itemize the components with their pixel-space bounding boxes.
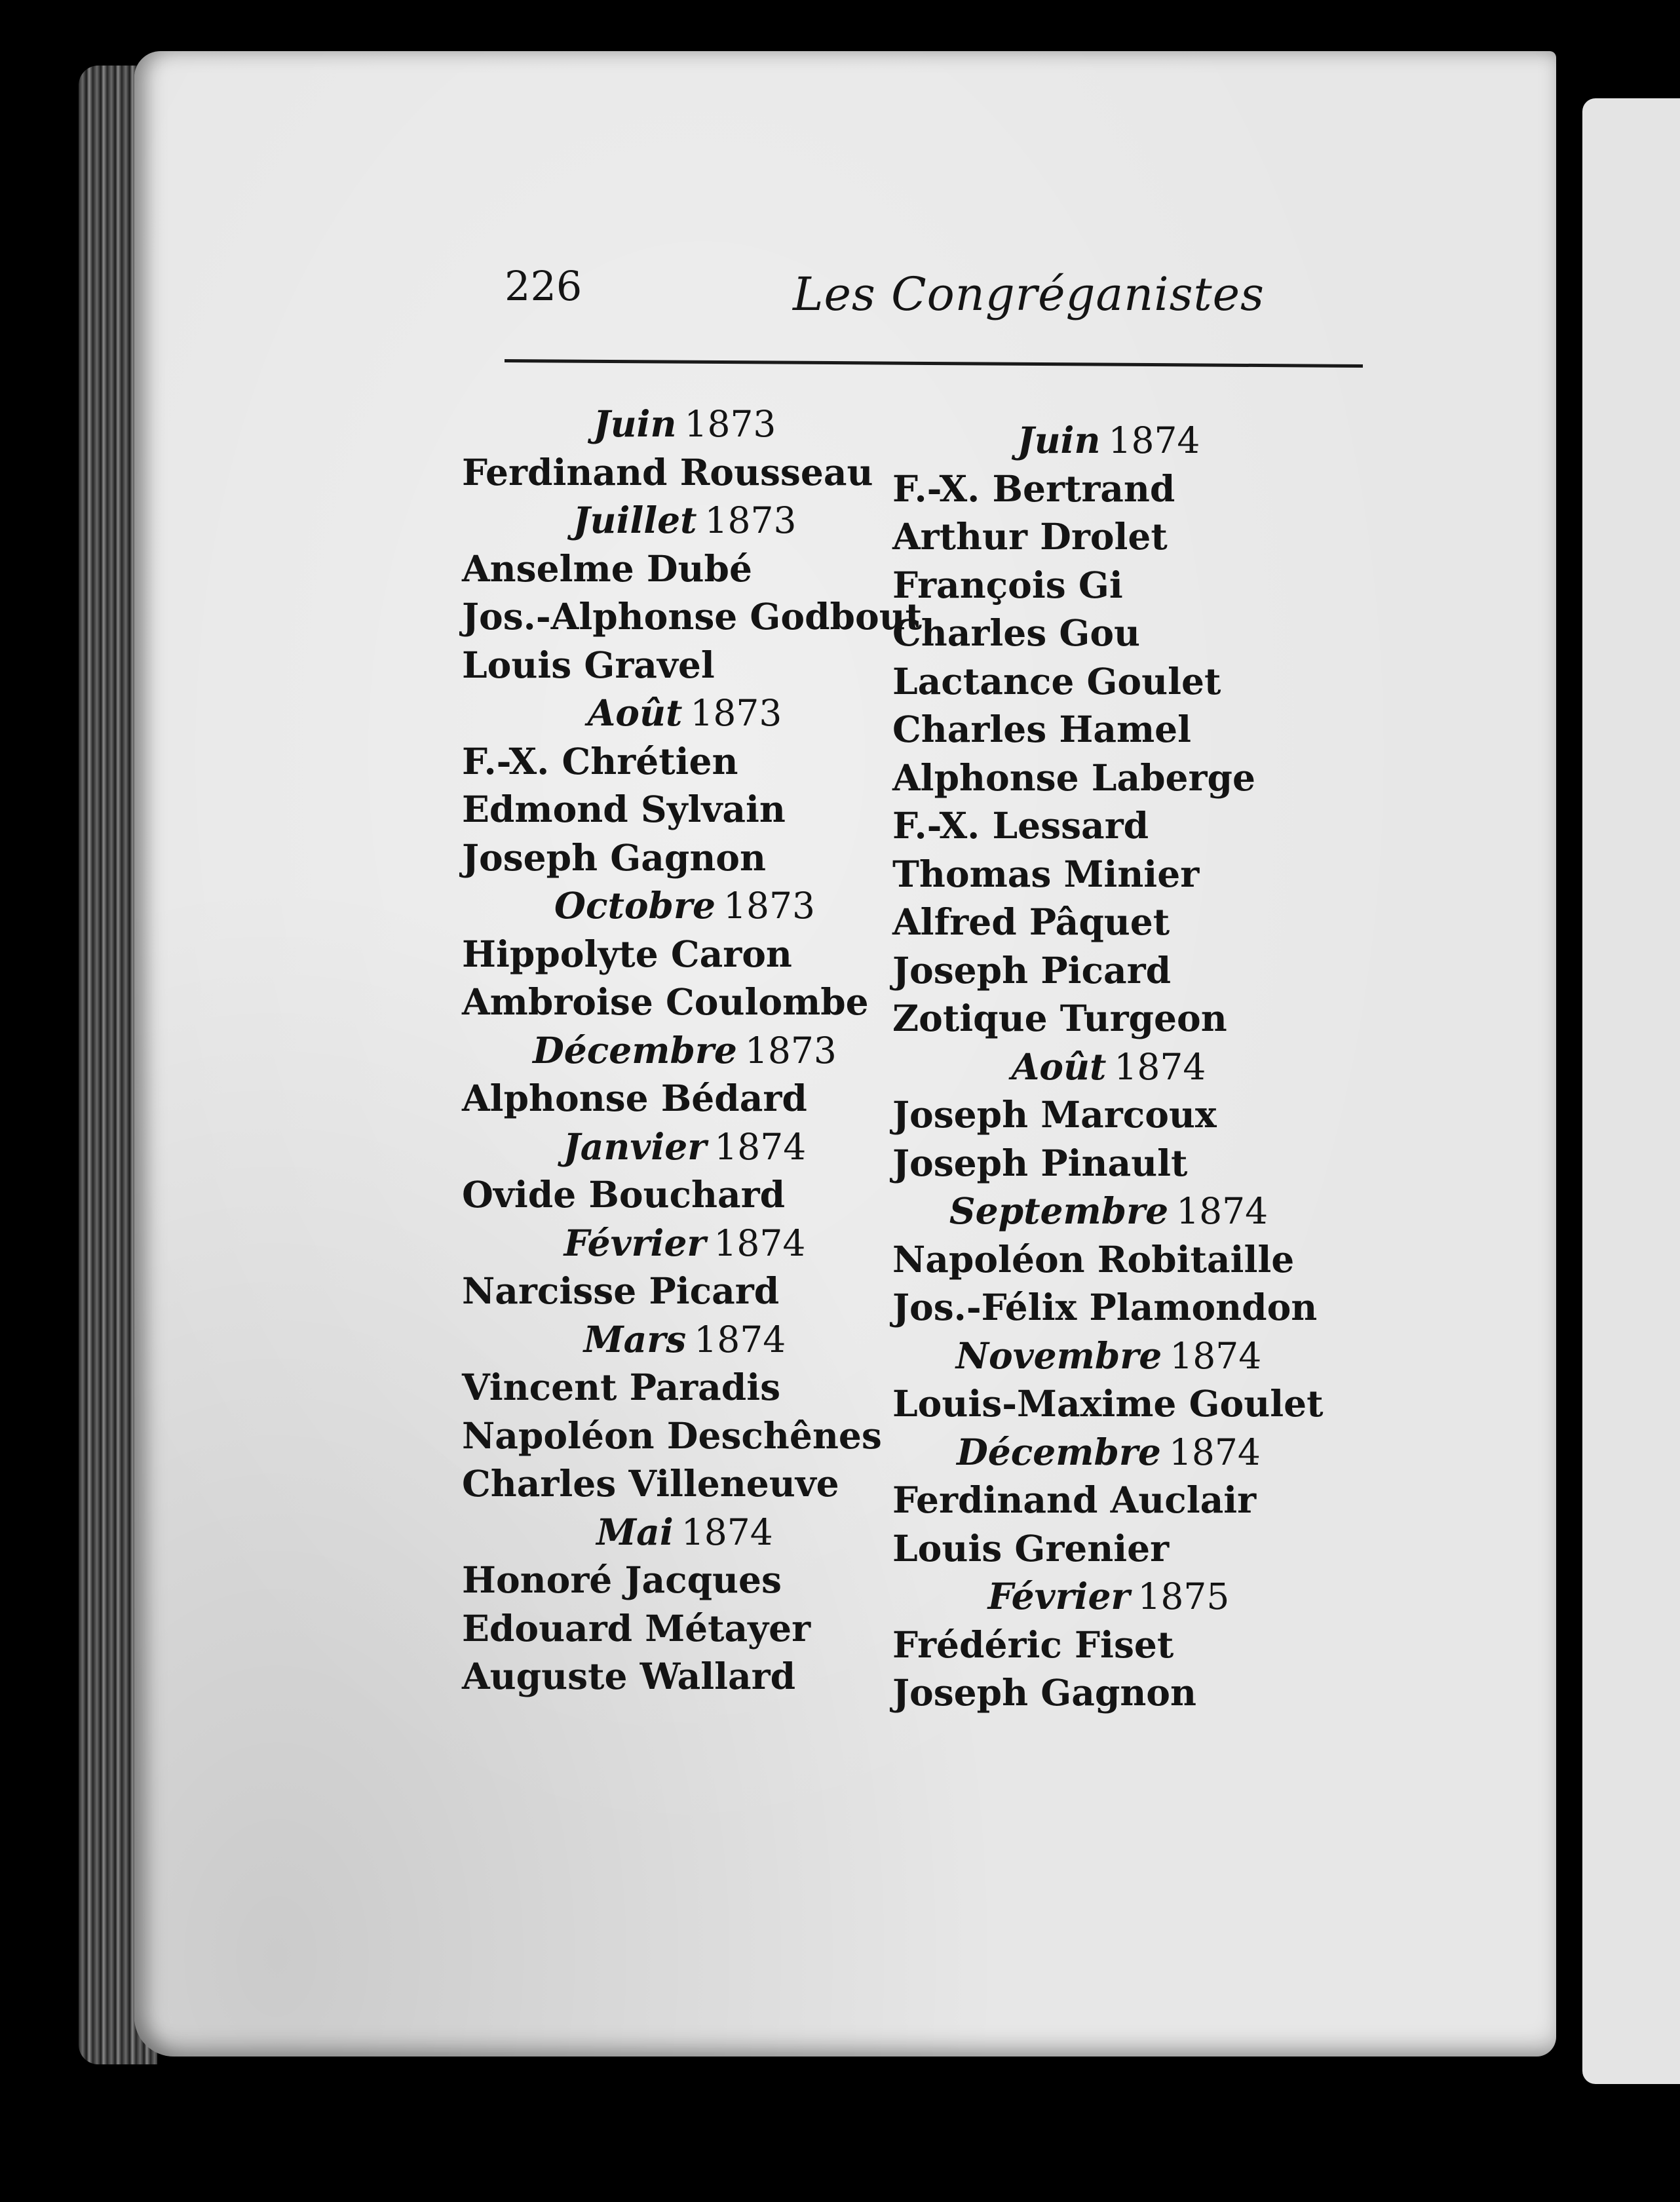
month-heading	[462, 1026, 907, 1075]
month-label: Juillet	[573, 499, 697, 541]
name-entry: Ferdinand Auclair	[892, 1478, 1257, 1521]
name-entry: Ambroise Coulombe	[462, 980, 869, 1023]
name-entry: François Gi	[892, 563, 1123, 606]
name-entry: Jos.-Félix Plamondon	[892, 1286, 1318, 1328]
name-entry: Joseph Gagnon	[462, 836, 766, 879]
month-heading	[462, 496, 907, 545]
year-label: 1874	[714, 1222, 806, 1264]
month-label: Décembre	[957, 1430, 1161, 1473]
name-entry: Ferdinand Rousseau	[462, 450, 873, 493]
name-entry: Napoléon Deschênes	[462, 1414, 882, 1457]
right-column	[892, 416, 1325, 1717]
name-entry: Charles Gou	[892, 611, 1141, 654]
name-entry: Frédéric Fiset	[892, 1623, 1174, 1666]
name-entry: Hippolyte Caron	[462, 932, 792, 975]
month-heading	[892, 1572, 1325, 1621]
name-entry: Louis Grenier	[892, 1526, 1170, 1570]
page-header	[498, 256, 1363, 334]
year-label: 1874	[681, 1511, 773, 1553]
month-heading	[892, 416, 1325, 465]
name-entry: Joseph Picard	[892, 948, 1172, 992]
year-label: 1874	[1176, 1190, 1269, 1232]
name-entry: Ovide Bouchard	[462, 1173, 786, 1216]
name-entry: Vincent Paradis	[462, 1366, 781, 1408]
year-label: 1873	[744, 1029, 837, 1072]
name-entry: Jos.-Alphonse Godbout	[462, 595, 923, 638]
year-label: 1874	[1114, 1045, 1206, 1088]
name-entry: F.-X. Lessard	[892, 804, 1149, 847]
month-label: Janvier	[563, 1125, 707, 1168]
name-entry: Anselme Dubé	[462, 547, 752, 590]
month-heading	[462, 881, 907, 930]
name-entry: Narcisse Picard	[462, 1269, 780, 1312]
name-entry: Louis-Maxime Goulet	[892, 1382, 1324, 1425]
month-heading	[892, 1187, 1325, 1235]
year-label: 1873	[723, 885, 815, 927]
year-label: 1873	[704, 499, 797, 541]
month-heading	[462, 1123, 907, 1171]
name-entry: Napoléon Robitaille	[892, 1237, 1295, 1281]
year-label: 1875	[1137, 1575, 1230, 1617]
month-label: Mars	[583, 1317, 687, 1361]
month-label: Août	[1011, 1045, 1107, 1088]
month-label: Juin	[1017, 419, 1101, 461]
name-entry: F.-X. Bertrand	[892, 467, 1175, 510]
month-label: Novembre	[955, 1334, 1162, 1377]
name-entry: Auguste Wallard	[462, 1655, 796, 1697]
name-entry: Lactance Goulet	[892, 659, 1221, 703]
page-number: 226	[505, 262, 582, 310]
name-entry: Edmond Sylvain	[462, 788, 786, 830]
facing-page	[1582, 98, 1680, 2084]
month-label: Décembre	[533, 1028, 737, 1072]
name-entry: F.-X. Chrétien	[462, 739, 738, 782]
name-entry: Joseph Marcoux	[892, 1093, 1217, 1136]
month-heading	[892, 1332, 1325, 1380]
month-label: Septembre	[949, 1189, 1169, 1232]
name-entry: Edouard Métayer	[462, 1606, 811, 1650]
month-heading	[462, 1508, 907, 1556]
month-label: Août	[587, 691, 683, 734]
month-heading	[462, 1315, 907, 1364]
name-entry: Alfred Pâquet	[892, 900, 1170, 943]
month-heading	[462, 689, 907, 737]
name-entry: Honoré Jacques	[462, 1558, 782, 1601]
name-entry: Arthur Drolet	[892, 515, 1168, 558]
running-title: Les Congréganistes	[793, 267, 1265, 321]
month-heading	[892, 1428, 1325, 1477]
name-entry: Louis Gravel	[462, 643, 715, 686]
month-label: Février	[563, 1221, 706, 1264]
month-label: Février	[987, 1575, 1130, 1617]
year-label: 1874	[1108, 419, 1200, 461]
name-entry: Charles Villeneuve	[462, 1462, 839, 1505]
name-entry: Alphonse Laberge	[892, 756, 1255, 799]
left-column	[462, 400, 923, 1701]
month-heading	[462, 400, 907, 448]
year-label: 1874	[694, 1318, 786, 1361]
year-label: 1874	[1170, 1334, 1262, 1377]
month-heading	[462, 1219, 907, 1267]
month-label: Juin	[593, 402, 677, 445]
name-entry: Joseph Pinault	[892, 1141, 1188, 1184]
name-entry: Alphonse Bédard	[462, 1077, 807, 1119]
name-entry: Thomas Minier	[892, 852, 1200, 895]
month-label: Octobre	[554, 884, 716, 927]
name-entry: Joseph Gagnon	[892, 1671, 1196, 1714]
year-label: 1874	[1168, 1431, 1261, 1473]
name-entry: Charles Hamel	[892, 708, 1192, 750]
name-entry: Zotique Turgeon	[892, 997, 1227, 1039]
year-label: 1873	[690, 692, 782, 734]
year-label: 1873	[684, 403, 776, 445]
month-label: Mai	[596, 1510, 674, 1553]
year-label: 1874	[714, 1125, 807, 1168]
month-heading	[892, 1043, 1325, 1091]
